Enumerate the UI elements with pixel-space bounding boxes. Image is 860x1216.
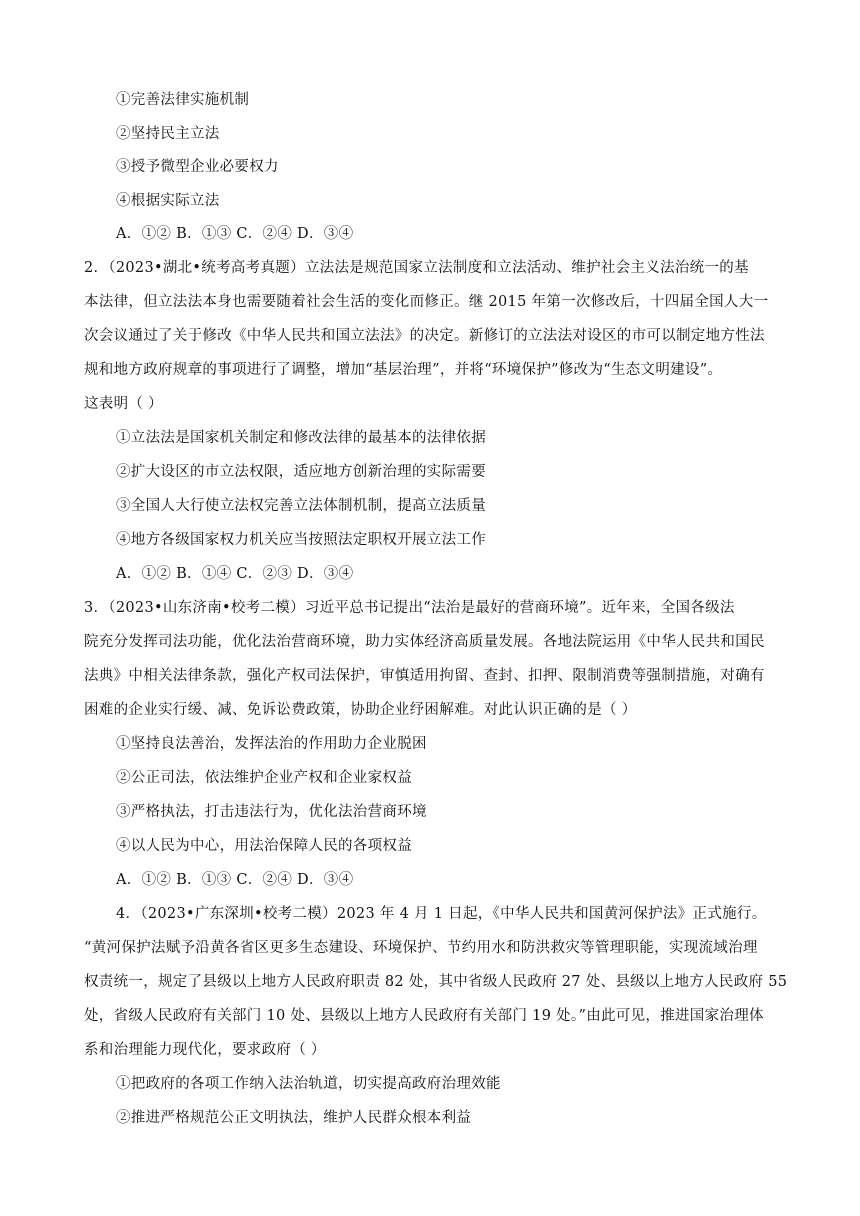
q3-stem-line-4: 困难的企业实行缓、减、免诉讼费政策，协助企业纾困解难。对此认识正确的是（ ） xyxy=(84,702,637,718)
q2-stem-line-3: 次会议通过了关于修改《中华人民共和国立法法》的决定。新修订的立法法对设区的市可以制定地方性法 xyxy=(84,328,765,344)
q2-stem-line-5: 这表明（ ） xyxy=(84,396,163,412)
q2-option-4: ④地方各级国家权力机关应当按照法定职权开展立法工作 xyxy=(116,532,486,548)
q2-stem-line-2: 本法律，但立法法本身也需要随着社会生活的变化而修正。继 2015 年第一次修改后，十四届全国人大一 xyxy=(84,294,769,310)
q1-answer-choices: A．①② B．①③ C．②④ D．③④ xyxy=(116,226,354,242)
q2-option-1: ①立法法是国家机关制定和修改法律的最基本的法律依据 xyxy=(116,430,486,446)
q4-option-1: ①把政府的各项工作纳入法治轨道，切实提高政府治理效能 xyxy=(116,1076,501,1092)
q3-option-2: ②公正司法，依法维护企业产权和企业家权益 xyxy=(116,770,412,786)
q2-option-2: ②扩大设区的市立法权限，适应地方创新治理的实际需要 xyxy=(116,464,486,480)
q3-option-1: ①坚持良法善治，发挥法治的作用助力企业脱困 xyxy=(116,736,427,752)
q3-option-4: ④以人民为中心，用法治保障人民的各项权益 xyxy=(116,838,412,854)
q3-stem-line-3: 法典》中相关法律条款，强化产权司法保护，审慎适用拘留、查封、扣押、限制消费等强制措施，对确有 xyxy=(84,668,765,684)
q1-option-1: ①完善法律实施机制 xyxy=(116,92,250,108)
q4-stem-line-3: 权责统一，规定了县级以上地方人民政府职责 82 处，其中省级人民政府 27 处、县级以上地方人民政府 55 xyxy=(84,974,788,990)
q3-stem-line-2: 院充分发挥司法功能，优化法治营商环境，助力实体经济高质量发展。各地法院运用《中华人民共和国民 xyxy=(84,634,765,650)
q1-option-4: ④根据实际立法 xyxy=(116,193,220,209)
q1-option-3: ③授予微型企业必要权力 xyxy=(116,159,279,175)
q4-stem-line-4: 处，省级人民政府有关部门 10 处、县级以上地方人民政府有关部门 19 处。”由此可见，推进国家治理体 xyxy=(84,1008,764,1024)
q2-stem-line-1: 2．（2023•湖北•统考高考真题）立法法是规范国家立法制度和立法活动、维护社会主义法治统一的基 xyxy=(84,260,749,276)
q1-option-2: ②坚持民主立法 xyxy=(116,126,220,142)
q3-stem-line-1: 3．（2023•山东济南•校考二模）习近平总书记提出“法治是最好的营商环境”。近年来，全国各级法 xyxy=(84,600,735,616)
q4-stem-line-5: 系和治理能力现代化，要求政府（ ） xyxy=(84,1042,326,1058)
q2-option-3: ③全国人大行使立法权完善立法体制机制，提高立法质量 xyxy=(116,498,486,514)
q4-stem-line-2: “黄河保护法赋予沿黄各省区更多生态建设、环境保护、节约用水和防洪救灾等管理职能，实现流域治理 xyxy=(84,940,758,956)
q4-stem-line-1: 4．（2023•广东深圳•校考二模）2023 年 4 月 1 日起，《中华人民共和国黄河保护法》正式施行。 xyxy=(116,906,767,922)
q2-stem-line-4: 规和地方政府规章的事项进行了调整，增加“基层治理”，并将“环境保护”修改为“生态文明建设”。 xyxy=(84,362,723,378)
q3-answer-choices: A．①② B．①③ C．②④ D．③④ xyxy=(116,872,354,888)
q4-option-2: ②推进严格规范公正文明执法，维护人民群众根本利益 xyxy=(116,1110,472,1126)
q2-answer-choices: A．①② B．①④ C．②③ D．③④ xyxy=(116,566,354,582)
q3-option-3: ③严格执法，打击违法行为，优化法治营商环境 xyxy=(116,804,427,820)
